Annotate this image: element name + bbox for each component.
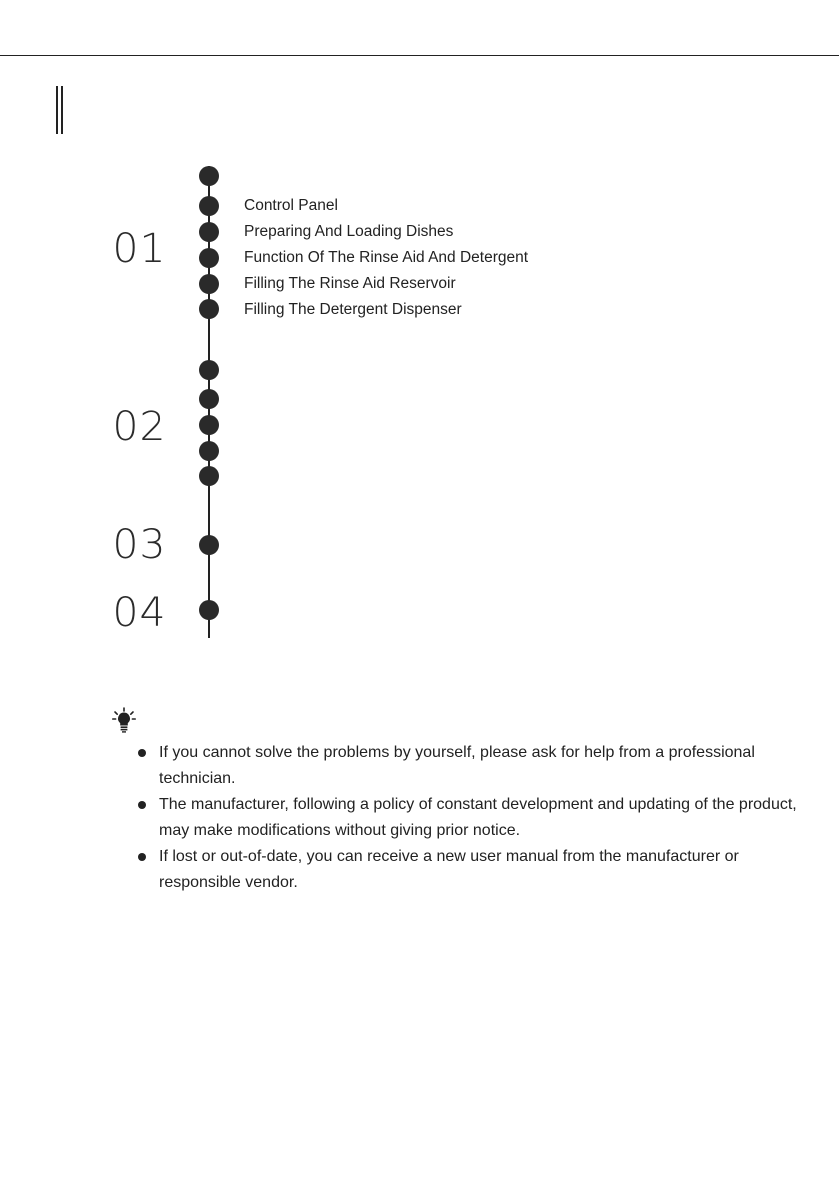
section-number-02: 02 xyxy=(112,404,167,450)
toc-item-control-panel[interactable]: Control Panel xyxy=(244,197,338,214)
timeline-dot xyxy=(199,600,219,620)
tip-text: If you cannot solve the problems by yourself, please ask for help from a professional technician. xyxy=(159,744,755,787)
toc-item-rinse-aid-reservoir[interactable]: Filling The Rinse Aid Reservoir xyxy=(244,275,456,292)
timeline-dot xyxy=(199,441,219,461)
section-number-04: 04 xyxy=(112,590,167,636)
timeline-dot xyxy=(199,222,219,242)
timeline-dot xyxy=(199,360,219,380)
toc-item-preparing-loading[interactable]: Preparing And Loading Dishes xyxy=(244,223,454,240)
timeline-dot xyxy=(199,389,219,409)
tip-item xyxy=(138,740,798,792)
top-rule xyxy=(0,55,839,56)
section-number-03: 03 xyxy=(112,522,167,568)
timeline-dot xyxy=(199,535,219,555)
toc-item-rinse-aid-detergent[interactable]: Function Of The Rinse Aid And Detergent xyxy=(244,249,529,266)
tips-list xyxy=(138,740,798,896)
timeline-dot xyxy=(199,274,219,294)
timeline-dot xyxy=(199,466,219,486)
tip-item xyxy=(138,844,798,896)
timeline-dot xyxy=(199,248,219,268)
timeline-dot xyxy=(199,415,219,435)
timeline-dot xyxy=(199,166,219,186)
lightbulb-icon xyxy=(112,707,136,733)
tip-text: If lost or out-of-date, you can receive a new user manual from the manufacturer or responsible vendor. xyxy=(159,848,739,891)
bullet-icon xyxy=(138,853,146,861)
timeline-dot xyxy=(199,196,219,216)
bullet-icon xyxy=(138,749,146,757)
tip-text: The manufacturer, following a policy of constant development and updating of the product, may make modifications without giving prior notice. xyxy=(159,796,797,839)
toc-item-detergent-dispenser[interactable]: Filling The Detergent Dispenser xyxy=(244,301,462,318)
header-double-bar xyxy=(56,86,63,134)
section-number-01: 01 xyxy=(112,226,167,272)
timeline-dot xyxy=(199,299,219,319)
bullet-icon xyxy=(138,801,146,809)
tip-item xyxy=(138,792,798,844)
